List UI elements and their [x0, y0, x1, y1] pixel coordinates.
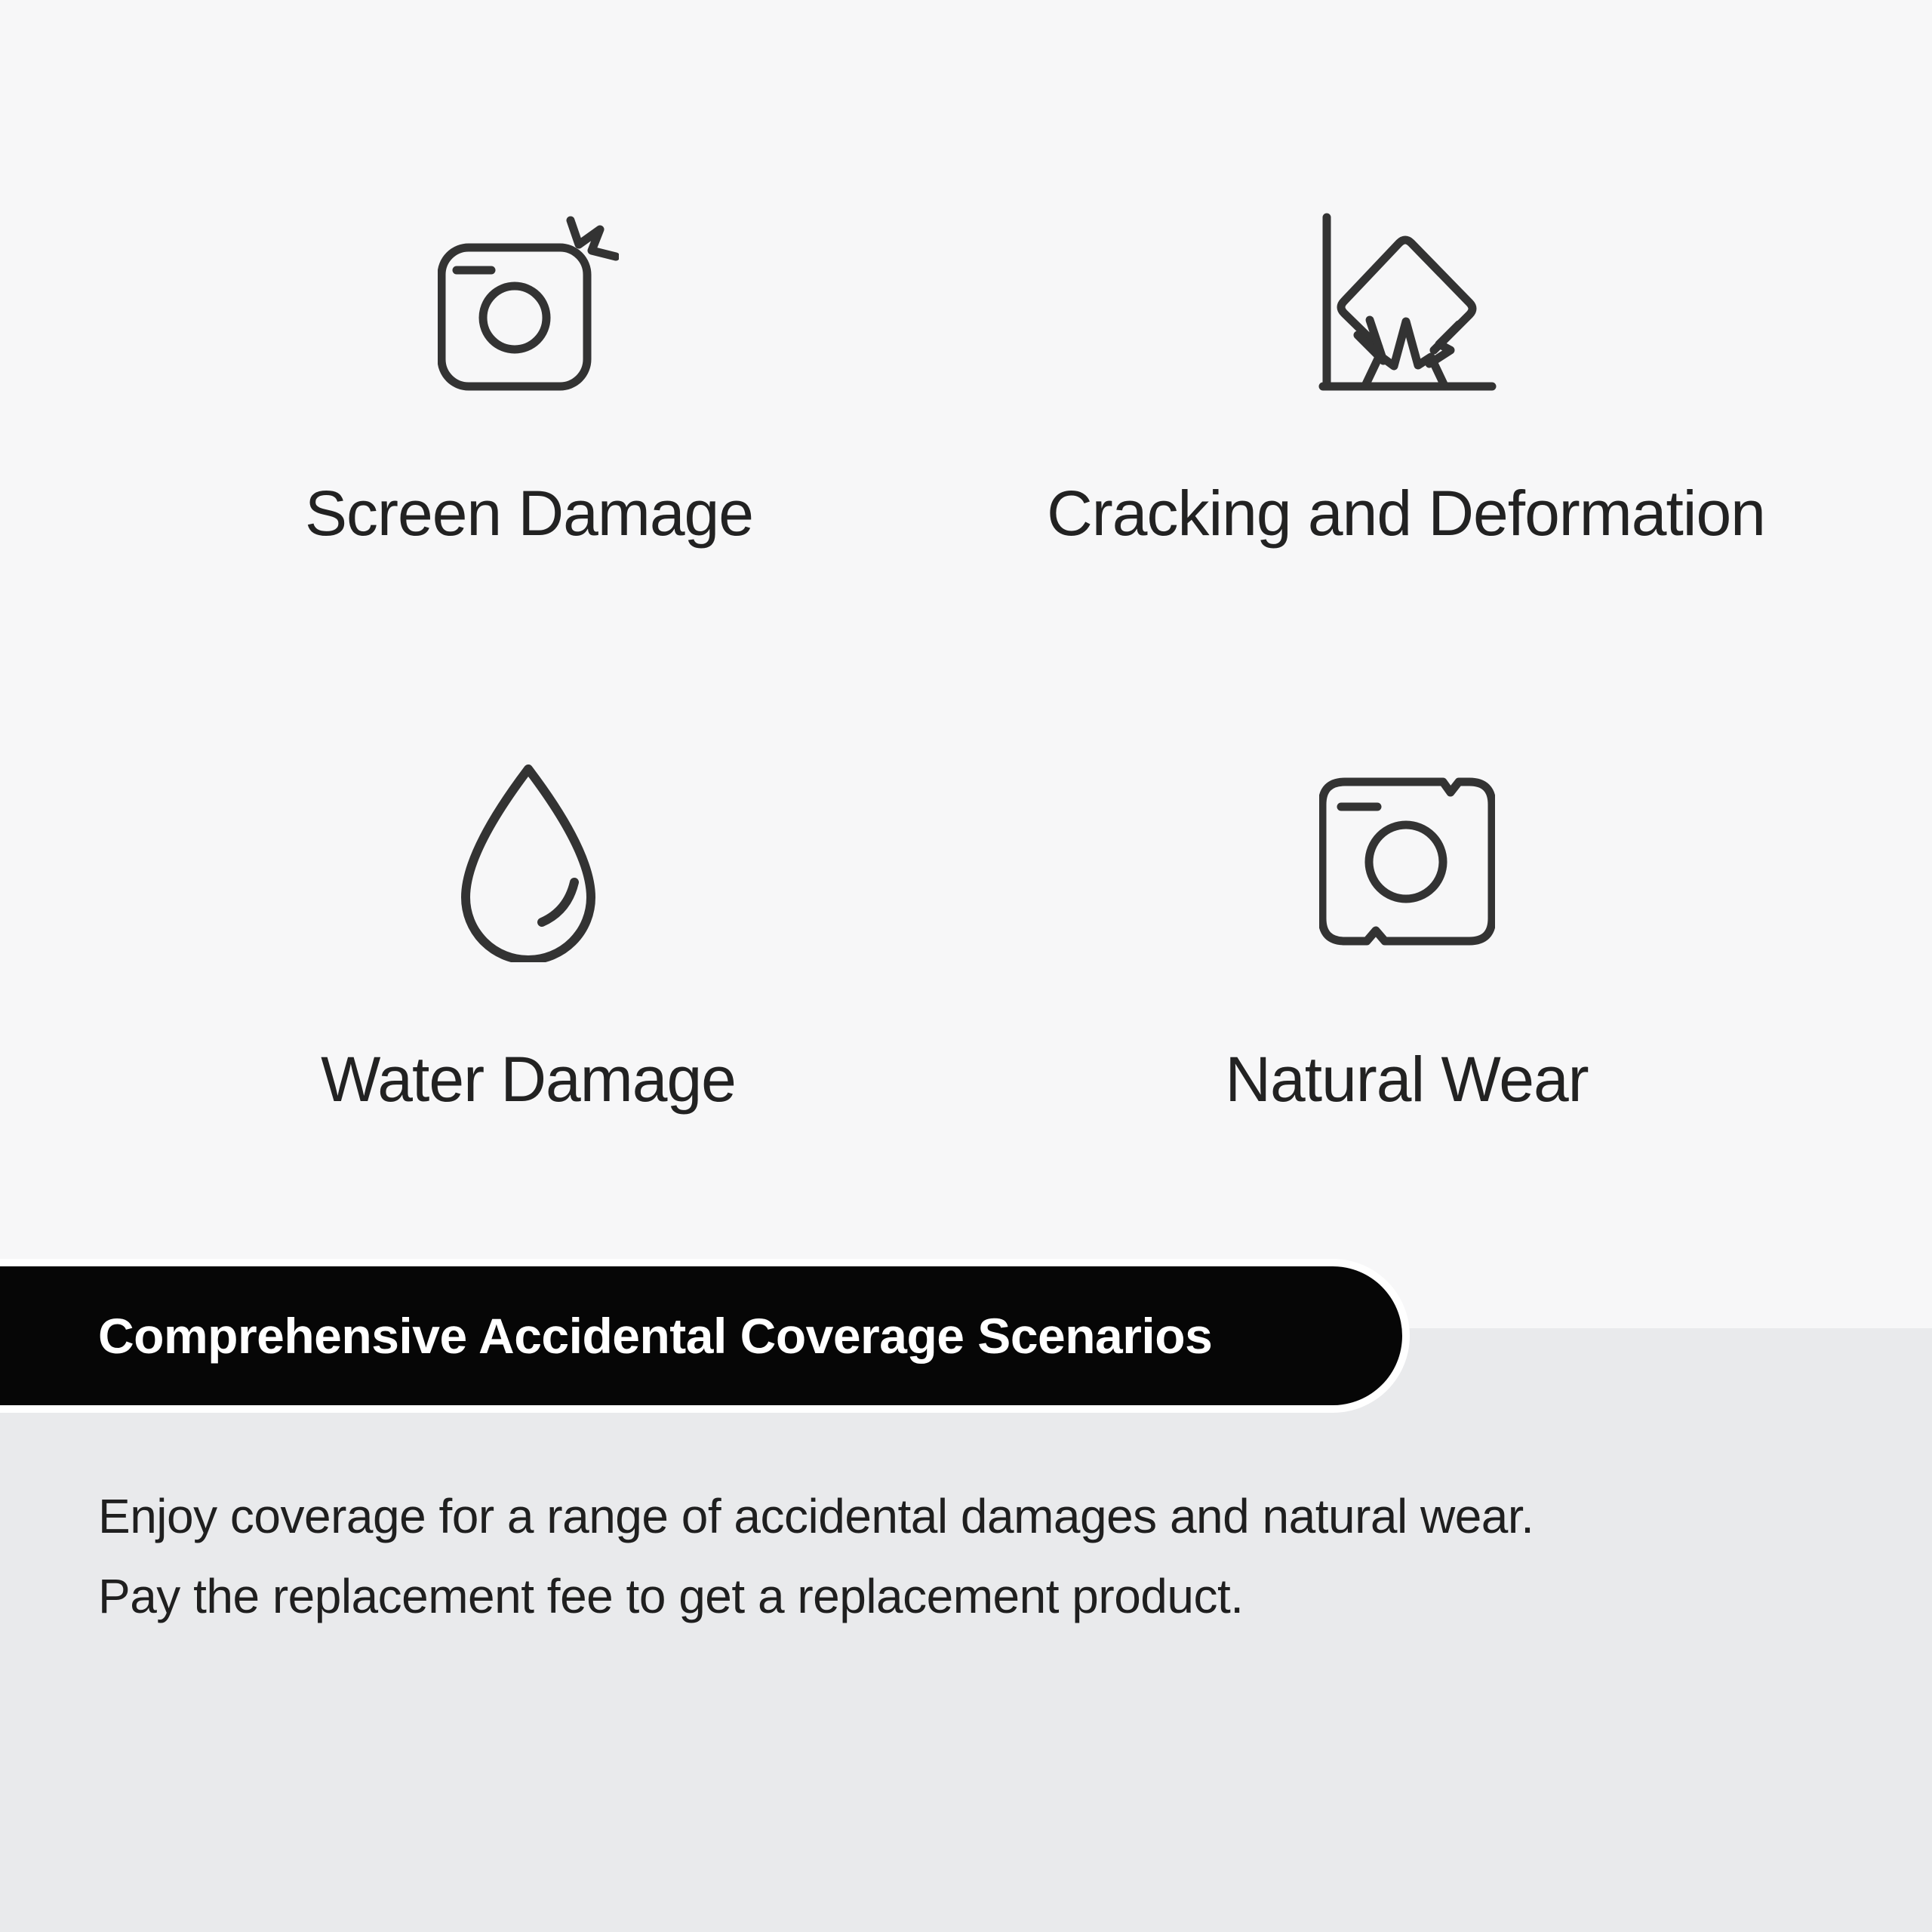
- natural-wear-icon: [1319, 777, 1495, 946]
- feature-label-screen-damage: Screen Damage: [305, 478, 753, 549]
- coverage-banner: [0, 1266, 1402, 1405]
- feature-label-natural-wear: Natural Wear: [1225, 1044, 1589, 1115]
- description-line-2: Pay the replacement fee to get a replacement product.: [98, 1569, 1244, 1623]
- screen-damage-icon: [438, 211, 619, 392]
- feature-label-water-damage: Water Damage: [321, 1044, 736, 1115]
- banner-title: Comprehensive Accidental Coverage Scenarios: [98, 1308, 1213, 1364]
- cracking-deformation-icon: [1317, 211, 1498, 392]
- feature-label-cracking-deformation: Cracking and Deformation: [1047, 478, 1765, 549]
- description-line-1: Enjoy coverage for a range of accidental damages and natural wear.: [98, 1489, 1534, 1543]
- water-damage-icon: [441, 758, 615, 962]
- coverage-description: [98, 1476, 1857, 1636]
